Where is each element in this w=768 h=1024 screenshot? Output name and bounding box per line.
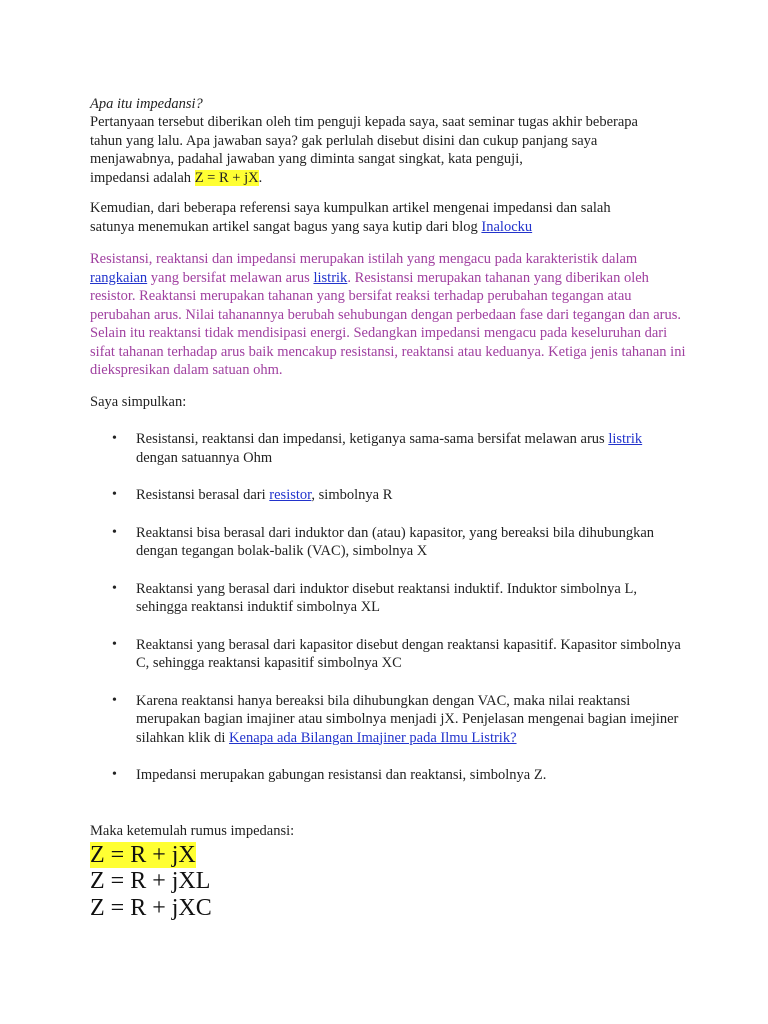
listrik-link-2[interactable]: listrik <box>608 431 643 447</box>
resistor-link[interactable]: resistor <box>269 487 312 503</box>
highlighted-formula: Z = R + jX <box>194 169 259 186</box>
formula-capacitive: Z = R + jXC <box>90 895 212 921</box>
formula-inductive: Z = R + jXL <box>90 868 211 894</box>
list-item: • Reaktansi bisa berasal dari induktor dan (atau) kapasitor, yang bereaksi bila dihubungkan dengan tegangan bolak-balik (VAC), simbolnya X <box>90 524 690 561</box>
quoted-paragraph <box>90 250 686 380</box>
quote-line-1: Resistansi, reaktansi dan impedansi merupakan istilah yang mengacu pada karakteristik dalam <box>90 251 638 267</box>
bullet-1-suffix: dengan satuannya Ohm <box>136 449 273 466</box>
listrik-link[interactable]: listrik <box>313 269 348 286</box>
rangkaian-link[interactable]: rangkaian <box>90 269 148 286</box>
bullet-1-text: Resistansi, reaktansi dan impedansi, ketiganya sama-sama bersifat melawan arus <box>136 431 609 447</box>
formula-impedance-text: Z = R + jX <box>90 842 196 868</box>
list-item <box>90 692 690 748</box>
quote-text-3: . Resistansi merupakan tahanan yang diberikan oleh resistor. Reaktansi merupakan tahanan yang bersifat reaksi terhadap perubahan tegangan atau perubahan arus. Nilai tahanannya berubah sehubungan dengan perbedaan fase dari tegangan dan arus. Selain itu reaktansi tidak mendisipasi energi. Sedangkan impedansi mengacu pada keseluruhan dari sifat tahanan terhadap arus baik mencakup resistansi, reaktansi atau keduanya. Ketiga jenis tahanan ini diekspresikan dalam satuan ohm. <box>90 269 686 378</box>
intro-line-2: tahun yang lalu. Apa jawaban saya? gak perlulah disebut disini dan cukup panjang saya <box>90 132 598 149</box>
intro-line-4 <box>90 169 690 188</box>
intro-line-4-suffix: . <box>258 169 263 186</box>
intro-paragraph <box>90 113 690 187</box>
quote-text-2: yang bersifat melawan arus <box>147 269 314 286</box>
reference-line-2 <box>90 218 690 237</box>
intro-line-1: Pertanyaan tersebut diberikan oleh tim penguji kepada saya, saat seminar tugas akhir beberapa <box>90 114 638 130</box>
list-item <box>90 430 690 467</box>
list-item: • Reaktansi yang berasal dari kapasitor disebut dengan reaktansi kapasitif. Kapasitor simbolnya C, sehingga reaktansi kapasitif simbolnya XC <box>90 636 690 673</box>
intro-line-3: menjawabnya, padahal jawaban yang diminta sangat singkat, kata penguji, <box>90 151 523 167</box>
reference-line-1: Kemudian, dari beberapa referensi saya kumpulkan artikel mengenai impedansi dan salah <box>90 200 611 216</box>
bullet-6-text: Karena reaktansi hanya bereaksi bila dihubungkan dengan VAC, maka nilai reaktansi merupakan bagian imajiner atau simbolnya menjadi jX. Penjelasan mengenai bagian imejiner silahkan klik di <box>136 692 679 746</box>
list-item: • Reaktansi yang berasal dari induktor disebut reaktansi induktif. Induktor simbolnya L, sehingga reaktansi induktif simbolnya XL <box>90 580 690 617</box>
reference-paragraph <box>90 199 690 236</box>
conclusion-heading: Saya simpulkan: <box>90 394 187 410</box>
reference-line-2-text: satunya menemukan artikel sangat bagus yang saya kutip dari blog <box>90 218 482 235</box>
bilangan-imajiner-link[interactable]: Kenapa ada Bilangan Imajiner pada Ilmu Listrik? <box>229 729 517 746</box>
list-item: • Impedansi merupakan gabungan resistansi dan reaktansi, simbolnya Z. <box>90 766 690 785</box>
conclusion-list <box>90 430 690 804</box>
formula-impedance <box>90 841 196 869</box>
bullet-2-text: Resistansi berasal dari <box>136 487 270 503</box>
intro-line-4-prefix: impedansi adalah <box>90 169 195 186</box>
article-title: Apa itu impedansi? <box>90 96 203 112</box>
formula-intro: Maka ketemulah rumus impedansi: <box>90 823 295 839</box>
inalocku-link[interactable]: Inalocku <box>481 218 533 235</box>
list-item <box>90 486 690 505</box>
bullet-2-suffix: , simbolnya R <box>311 487 393 503</box>
